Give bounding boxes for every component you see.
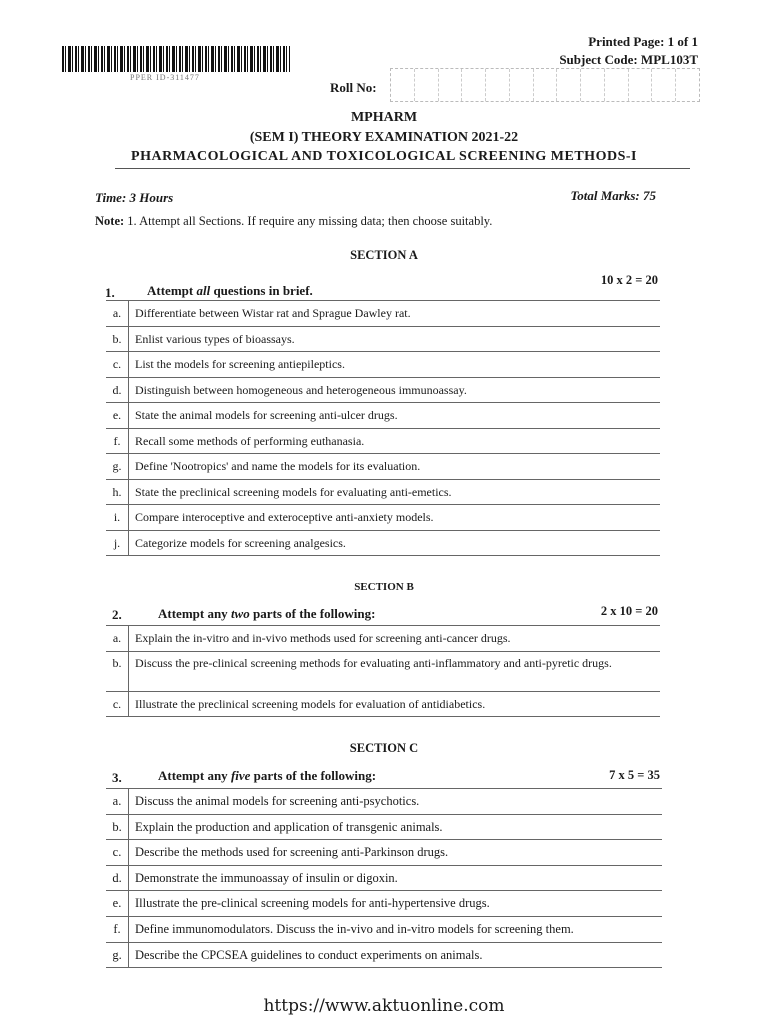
- question-label: d.: [106, 377, 129, 403]
- question-row: [106, 505, 660, 531]
- question-label: c.: [106, 691, 129, 717]
- question-label: b.: [106, 814, 129, 840]
- question-text: Compare interoceptive and exteroceptive anti-anxiety models.: [129, 505, 661, 531]
- question-2-number: 2.: [112, 607, 122, 622]
- question-row: [106, 301, 660, 327]
- section-a-questions: [106, 300, 660, 556]
- question-label: f.: [106, 916, 129, 942]
- question-label: c.: [106, 352, 129, 378]
- question-label: b.: [106, 651, 129, 691]
- question-row: [106, 651, 660, 691]
- question-row: [106, 479, 660, 505]
- question-text: Discuss the animal models for screening anti-psychotics.: [129, 789, 663, 815]
- question-row: [106, 942, 662, 968]
- question-text: Categorize models for screening analgesics.: [129, 530, 661, 556]
- title-underline: [115, 168, 690, 169]
- question-2-instruction: Attempt any two parts of the following:: [158, 606, 376, 621]
- note-text: 1. Attempt all Sections. If require any missing data; then choose suitably.: [127, 214, 493, 228]
- question-label: j.: [106, 530, 129, 556]
- question-text: Recall some methods of performing euthanasia.: [129, 428, 661, 454]
- barcode: [62, 46, 290, 72]
- question-text: Explain the production and application of transgenic animals.: [129, 814, 663, 840]
- question-label: e.: [106, 891, 129, 917]
- question-row: [106, 916, 662, 942]
- exam-title: (SEM I) THEORY EXAMINATION 2021-22: [249, 130, 519, 145]
- question-label: a.: [106, 789, 129, 815]
- exam-time: Time: 3 Hours: [95, 190, 174, 205]
- question-row: [106, 865, 662, 891]
- question-text: Differentiate between Wistar rat and Sprague Dawley rat.: [129, 301, 661, 327]
- question-text: Describe the methods used for screening anti-Parkinson drugs.: [129, 840, 663, 866]
- question-row: [106, 326, 660, 352]
- question-row: [106, 352, 660, 378]
- roll-label: Roll No:: [330, 80, 377, 95]
- question-row: [106, 814, 662, 840]
- section-c-questions: [106, 788, 662, 968]
- question-text: Illustrate the pre-clinical screening models for anti-hypertensive drugs.: [129, 891, 663, 917]
- printed-page: Printed Page: 1 of 1: [588, 34, 698, 49]
- question-text: Describe the CPCSEA guidelines to conduct experiments on animals.: [129, 942, 663, 968]
- question-text: Demonstrate the immunoassay of insulin or digoxin.: [129, 865, 663, 891]
- section-b-heading: SECTION B: [354, 581, 414, 593]
- question-text: State the preclinical screening models for evaluating anti-emetics.: [129, 479, 661, 505]
- question-row: [106, 626, 660, 652]
- subject-title: PHARMACOLOGICAL AND TOXICOLOGICAL SCREENING METHODS-I: [131, 149, 637, 164]
- question-label: g.: [106, 454, 129, 480]
- question-text: Define 'Nootropics' and name the models for its evaluation.: [129, 454, 661, 480]
- question-row: [106, 530, 660, 556]
- roll-number-boxes: [390, 68, 700, 102]
- question-text: Discuss the pre-clinical screening methods for evaluating anti-inflammatory and anti-pyretic drugs.: [129, 651, 661, 691]
- question-text: Enlist various types of bioassays.: [129, 326, 661, 352]
- question-2-marks: 2 x 10 = 20: [600, 604, 658, 618]
- question-text: Define immunomodulators. Discuss the in-vivo and in-vitro models for screening them.: [129, 916, 663, 942]
- section-a-heading: SECTION A: [350, 248, 418, 262]
- question-label: i.: [106, 505, 129, 531]
- section-b-questions: [106, 625, 660, 717]
- question-1-number: 1.: [105, 285, 115, 300]
- question-label: f.: [106, 428, 129, 454]
- question-row: [106, 840, 662, 866]
- total-marks: Total Marks: 75: [570, 188, 656, 203]
- question-3-number: 3.: [112, 770, 122, 785]
- question-label: h.: [106, 479, 129, 505]
- question-row: [106, 454, 660, 480]
- note-label: Note:: [95, 214, 125, 228]
- question-row: [106, 891, 662, 917]
- question-text: State the animal models for screening anti-ulcer drugs.: [129, 403, 661, 429]
- note: [95, 214, 492, 229]
- question-row: [106, 377, 660, 403]
- question-row: [106, 428, 660, 454]
- question-text: Explain the in-vitro and in-vivo methods used for screening anti-cancer drugs.: [129, 626, 661, 652]
- question-text: List the models for screening antiepileptics.: [129, 352, 661, 378]
- question-row: [106, 691, 660, 717]
- question-text: Illustrate the preclinical screening models for evaluation of antidiabetics.: [129, 691, 661, 717]
- question-label: g.: [106, 942, 129, 968]
- question-label: b.: [106, 326, 129, 352]
- question-label: e.: [106, 403, 129, 429]
- question-label: a.: [106, 626, 129, 652]
- section-c-heading: SECTION C: [349, 741, 419, 755]
- paper-id: PPER ID-311477: [130, 73, 200, 82]
- subject-code: Subject Code: MPL103T: [559, 52, 698, 67]
- question-label: a.: [106, 301, 129, 327]
- footer-url[interactable]: https://www.aktuonline.com: [263, 996, 505, 1016]
- question-3-instruction: Attempt any five parts of the following:: [158, 768, 377, 783]
- question-3-marks: 7 x 5 = 35: [609, 768, 660, 782]
- question-1-marks: 10 x 2 = 20: [600, 273, 658, 287]
- question-row: [106, 403, 660, 429]
- question-row: [106, 789, 662, 815]
- program-title: MPHARM: [350, 110, 418, 125]
- question-text: Distinguish between homogeneous and heterogeneous immunoassay.: [129, 377, 661, 403]
- question-1-instruction: Attempt all questions in brief.: [147, 283, 313, 298]
- question-label: d.: [106, 865, 129, 891]
- question-label: c.: [106, 840, 129, 866]
